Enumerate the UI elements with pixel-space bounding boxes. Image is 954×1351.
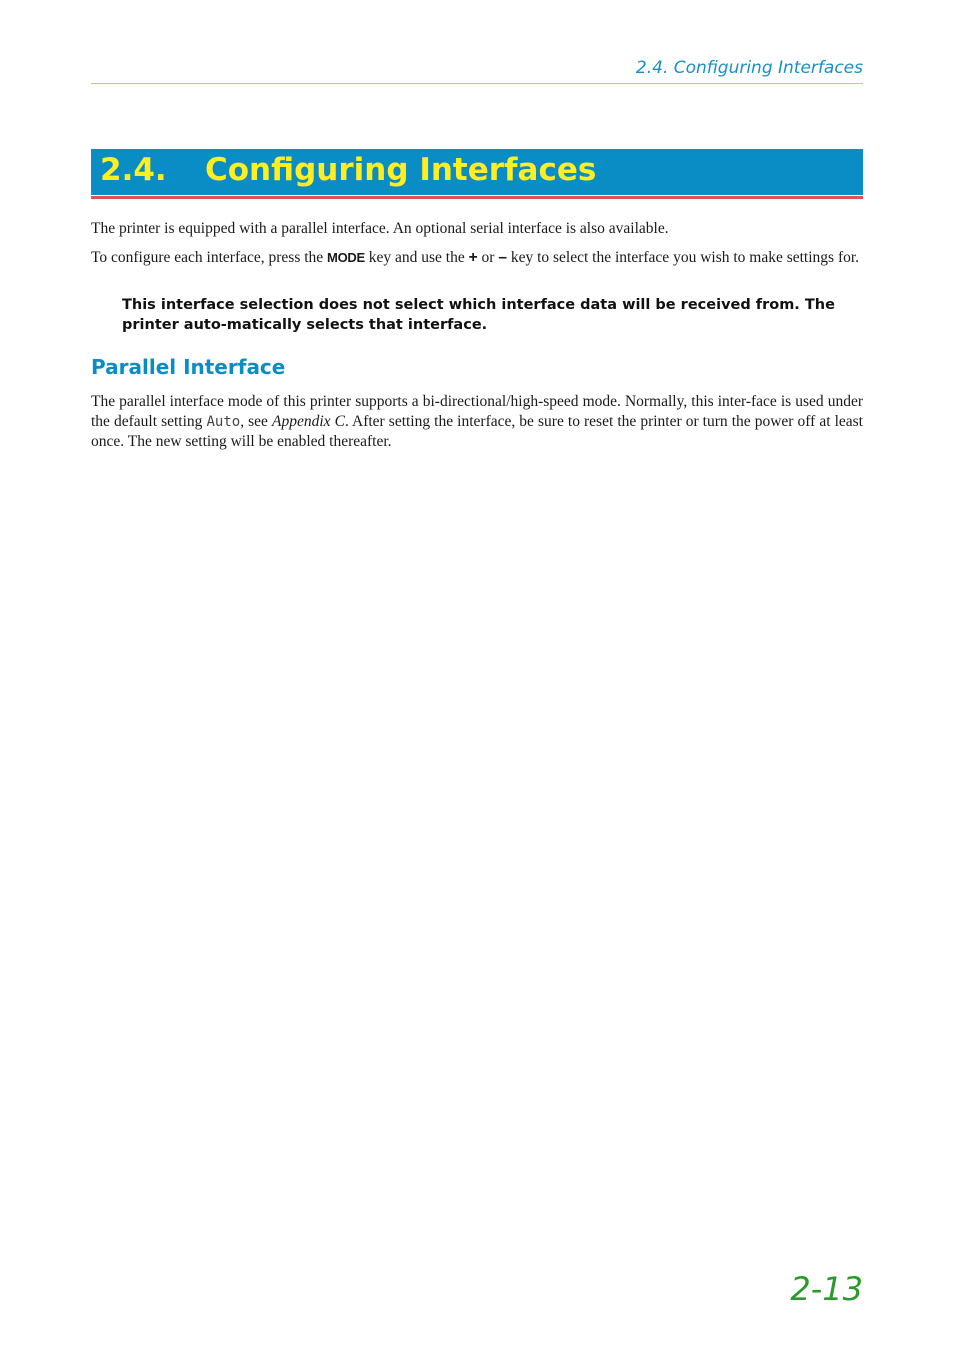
- parallel-paragraph: [91, 392, 863, 452]
- configure-paragraph: [91, 248, 863, 268]
- configure-text-1: To configure each interface, press the: [91, 249, 328, 266]
- intro-paragraph: The printer is equipped with a parallel interface. An optional serial interface is also available.: [91, 220, 669, 237]
- minus-key-label: –: [498, 249, 507, 266]
- parallel-interface-heading: Parallel Interface: [91, 355, 286, 379]
- header-rule: [91, 83, 863, 84]
- section-banner-rule: [91, 196, 863, 199]
- mode-key-label: MODE: [327, 250, 365, 265]
- page-number: 2-13: [790, 1270, 863, 1308]
- parallel-text-3: . After setting the interface, be sure to reset the printer or turn the power off at least once. The new setting will be enabled thereafter.: [91, 412, 863, 450]
- plus-key-label: +: [468, 249, 478, 266]
- running-header: 2.4. Configuring Interfaces: [635, 58, 863, 78]
- appendix-reference: Appendix C: [272, 412, 345, 430]
- configure-text-2: key and use the: [364, 249, 469, 266]
- parallel-text-2: , see: [240, 412, 272, 430]
- default-setting-value: Auto: [206, 413, 241, 430]
- configure-text-4: key to select the interface you wish to make settings for.: [506, 249, 860, 266]
- parallel-text-1: The parallel interface mode of this printer supports a bi-directional/high-speed mode. Normally, this inter-face is used under the default setting: [91, 393, 863, 430]
- section-number: 2.4.: [100, 152, 167, 188]
- note-text: This interface selection does not select which interface data will be received from. The printer auto-matically selects that interface.: [122, 297, 835, 333]
- section-title: Configuring Interfaces: [205, 152, 597, 188]
- section-banner: [91, 149, 863, 195]
- configure-text-3: or: [477, 249, 499, 266]
